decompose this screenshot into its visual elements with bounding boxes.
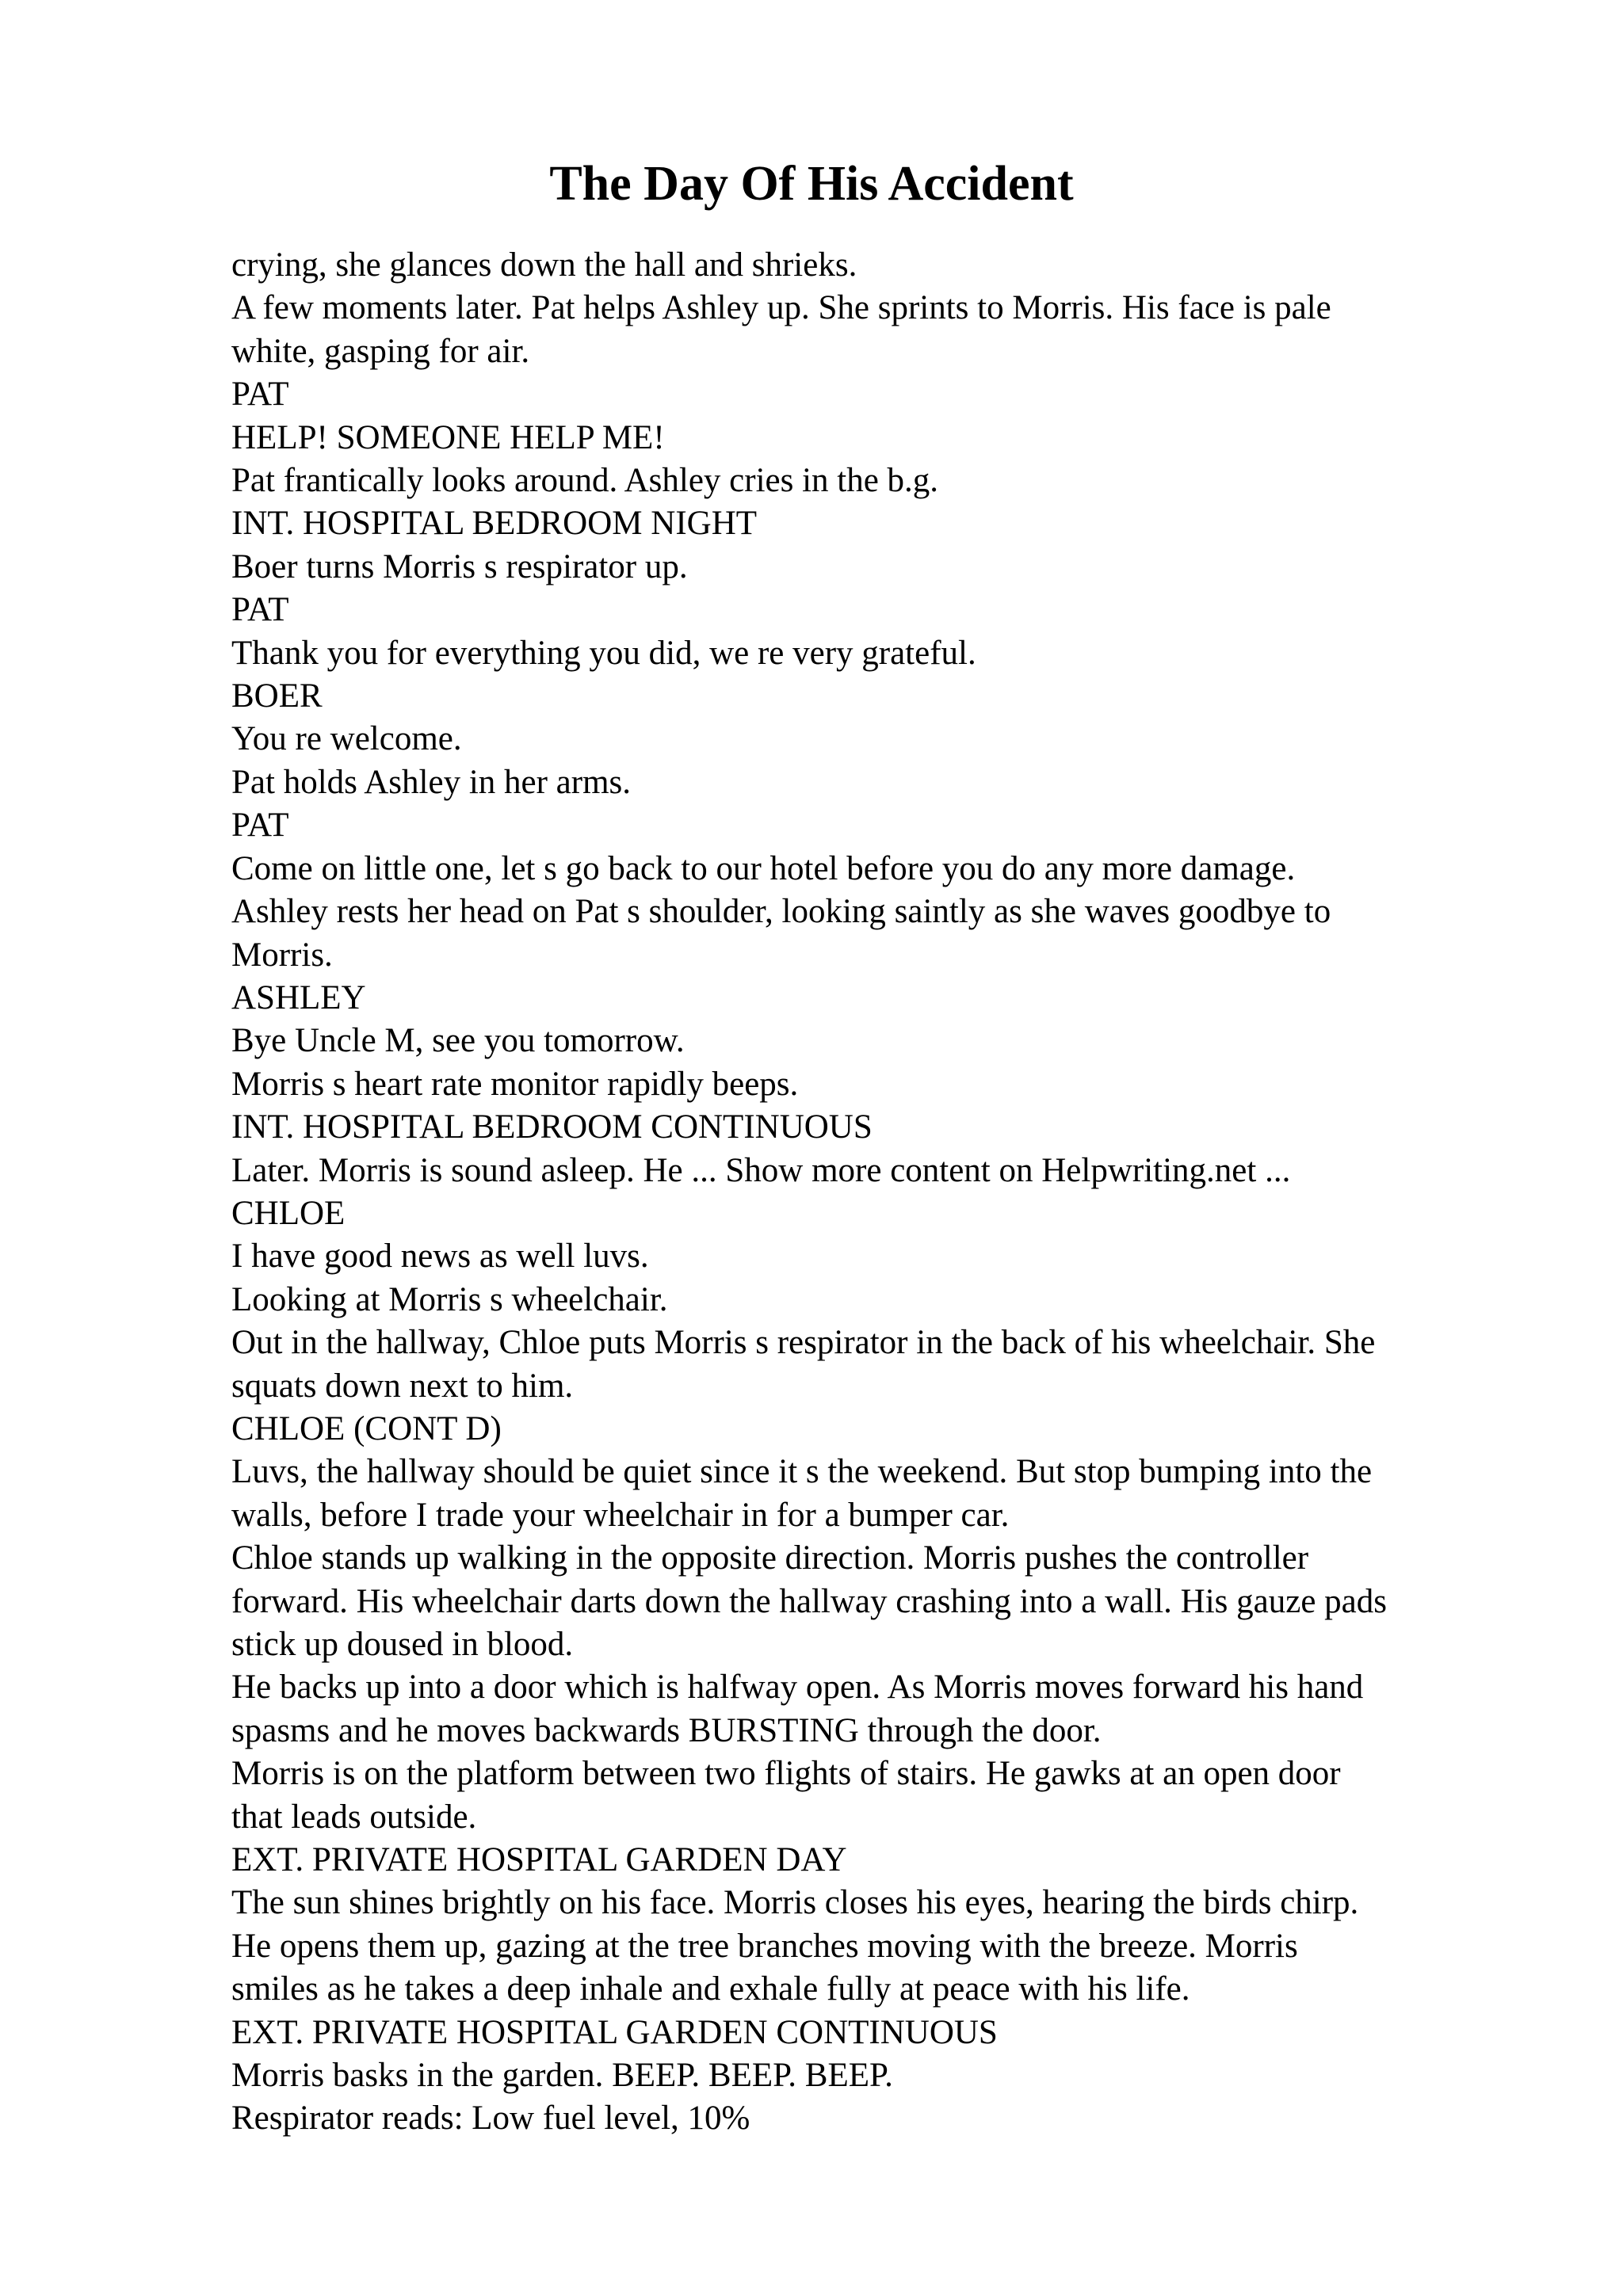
text-line: A few moments later. Pat helps Ashley up. She sprints to Morris. His face is pale	[231, 289, 1331, 327]
text-line: walls, before I trade your wheelchair in for a bumper car.	[231, 1496, 1010, 1534]
text-line: EXT. PRIVATE HOSPITAL GARDEN DAY	[231, 1841, 847, 1879]
text-line: Bye Uncle M, see you tomorrow.	[231, 1022, 685, 1060]
text-line: You re welcome.	[231, 720, 462, 758]
text-line: PAT	[231, 807, 289, 845]
text-line: smiles as he takes a deep inhale and exhale fully at peace with his life.	[231, 1970, 1190, 2008]
text-line: crying, she glances down the hall and shrieks.	[231, 246, 857, 284]
text-line: He opens them up, gazing at the tree branches moving with the breeze. Morris	[231, 1927, 1298, 1965]
text-line: Out in the hallway, Chloe puts Morris s respirator in the back of his wheelchair. She	[231, 1324, 1376, 1362]
text-line: HELP! SOMEONE HELP ME!	[231, 418, 665, 456]
text-line: Come on little one, let s go back to our hotel before you do any more damage.	[231, 849, 1296, 887]
document-title: The Day Of His Accident	[549, 157, 1074, 211]
text-line: Morris.	[231, 936, 333, 974]
text-line: squats down next to him.	[231, 1367, 574, 1405]
text-line: CHLOE	[231, 1194, 346, 1232]
text-line: INT. HOSPITAL BEDROOM CONTINUOUS	[231, 1108, 873, 1146]
text-line: white, gasping for air.	[231, 332, 530, 370]
text-line: that leads outside.	[231, 1798, 477, 1836]
text-line: Morris s heart rate monitor rapidly beeps.	[231, 1065, 799, 1103]
text-line: ASHLEY	[231, 978, 366, 1016]
text-line: Morris basks in the garden. BEEP. BEEP. BEEP.	[231, 2057, 893, 2095]
text-line: forward. His wheelchair darts down the hallway crashing into a wall. His gauze pads	[231, 1582, 1387, 1620]
text-line: Looking at Morris s wheelchair.	[231, 1280, 668, 1318]
text-line: Respirator reads: Low fuel level, 10%	[231, 2100, 750, 2138]
document-body	[231, 244, 1499, 2141]
text-line: I have good news as well luvs.	[231, 1238, 649, 1276]
text-line: Chloe stands up walking in the opposite direction. Morris pushes the controller	[231, 1539, 1309, 1577]
text-line: Morris is on the platform between two flights of stairs. He gawks at an open door	[231, 1755, 1341, 1793]
text-line: BOER	[231, 677, 323, 715]
text-line: spasms and he moves backwards BURSTING through the door.	[231, 1711, 1102, 1749]
text-line: Thank you for everything you did, we re very grateful.	[231, 634, 976, 672]
text-line: PAT	[231, 591, 289, 629]
text-line: Luvs, the hallway should be quiet since it s the weekend. But stop bumping into the	[231, 1453, 1373, 1491]
text-line: He backs up into a door which is halfway open. As Morris moves forward his hand	[231, 1669, 1364, 1707]
text-line: Pat frantically looks around. Ashley cries in the b.g.	[231, 462, 939, 500]
text-line: EXT. PRIVATE HOSPITAL GARDEN CONTINUOUS	[231, 2013, 998, 2051]
text-line: stick up doused in blood.	[231, 1626, 574, 1663]
text-line: The sun shines brightly on his face. Morris closes his eyes, hearing the birds chirp.	[231, 1884, 1359, 1922]
text-line: Pat holds Ashley in her arms.	[231, 763, 632, 801]
text-line: Later. Morris is sound asleep. He ... Show more content on Helpwriting.net ...	[231, 1151, 1291, 1189]
text-line: INT. HOSPITAL BEDROOM NIGHT	[231, 505, 758, 543]
text-line: Ashley rests her head on Pat s shoulder, looking saintly as she waves goodbye to	[231, 893, 1331, 931]
text-line: Boer turns Morris s respirator up.	[231, 547, 688, 585]
text-line: PAT	[231, 376, 289, 414]
text-line: CHLOE (CONT D)	[231, 1409, 502, 1447]
